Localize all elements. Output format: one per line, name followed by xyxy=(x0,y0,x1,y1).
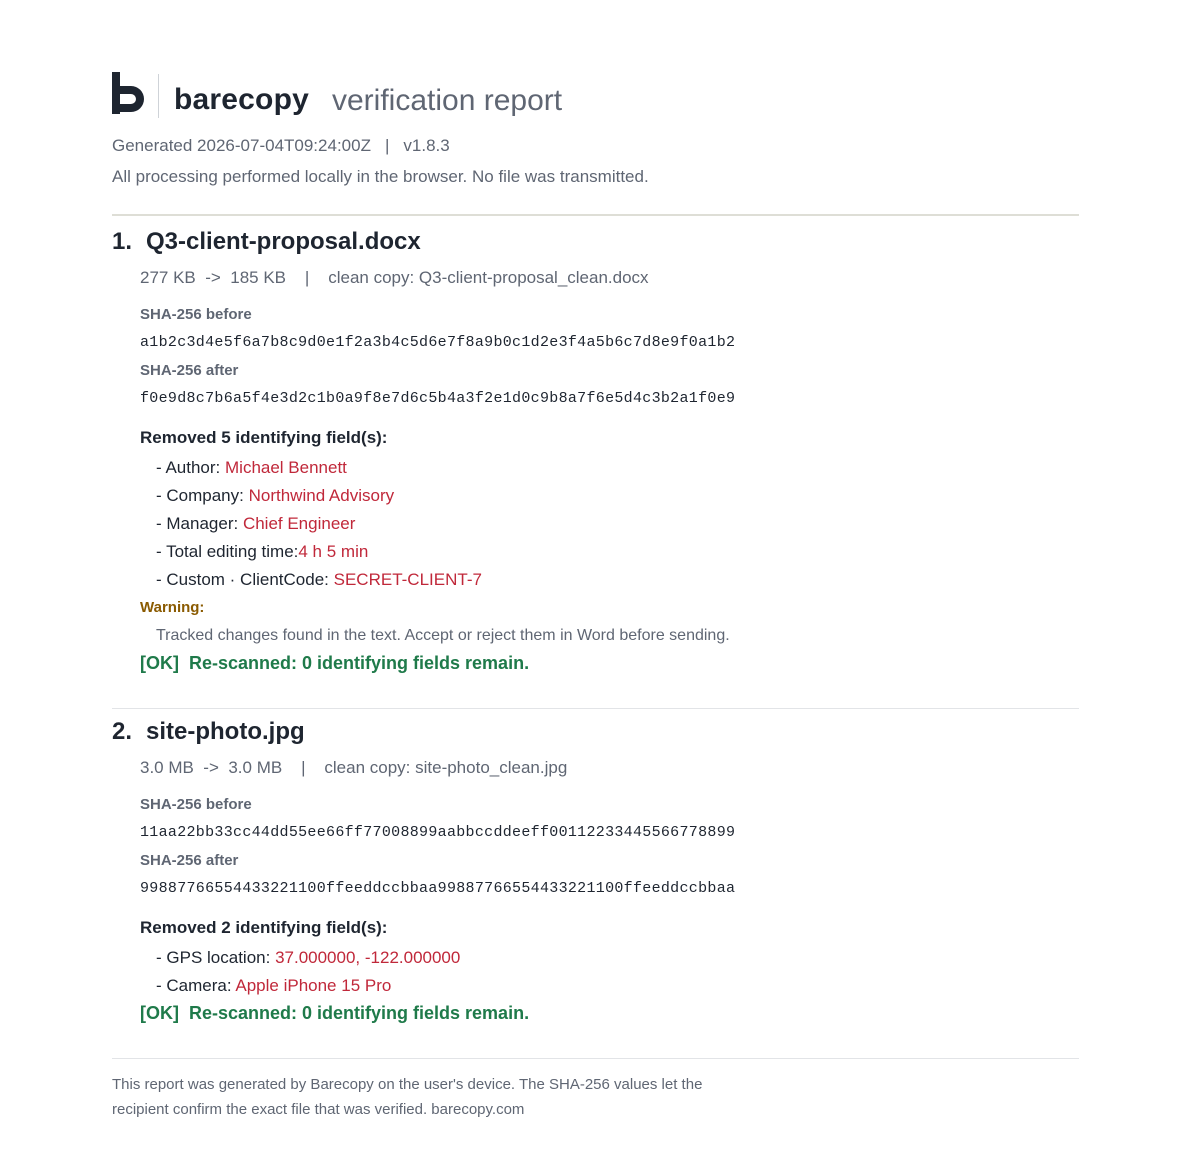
field-label: - GPS location: xyxy=(156,948,271,967)
sha-before-value: a1b2c3d4e5f6a7b8c9d0e1f2a3b4c5d6e7f8a9b0c1d2e3f4a5b6c7d8e9f0a1b2 xyxy=(140,334,736,351)
sha-after-value: 99887766554433221100ffeeddccbbaa99887766554433221100ffeeddccbbaa xyxy=(140,880,736,897)
file-size-summary: 277 KB -> 185 KB | clean copy: Q3-client-proposal_clean.docx xyxy=(140,268,649,287)
file-number: 1. xyxy=(112,228,133,255)
report-footer: This report was generated by Barecopy on the user's device. The SHA-256 values let the recipient confirm the exact file that was verified. barecopy.com xyxy=(112,1076,703,1118)
field-value: SECRET-CLIENT-7 xyxy=(333,570,482,589)
generated-line xyxy=(112,136,450,156)
field-value: Northwind Advisory xyxy=(248,486,395,505)
section-divider xyxy=(112,708,1079,709)
file-name: Q3-client-proposal.docx xyxy=(146,228,421,255)
field-label: - Total editing time: xyxy=(156,542,299,561)
removed-field-item xyxy=(156,514,355,534)
sha-after-label: SHA-256 after xyxy=(140,362,239,379)
file-title xyxy=(112,228,421,256)
field-value: Chief Engineer xyxy=(242,514,356,533)
removed-field-item xyxy=(156,948,460,968)
field-value: Michael Bennett xyxy=(225,458,347,477)
field-label: - Manager: xyxy=(156,514,239,533)
file-number: 2. xyxy=(112,718,133,745)
header-divider xyxy=(112,214,1079,216)
sha-after-label: SHA-256 after xyxy=(140,852,239,869)
warning-text: Tracked changes found in the text. Accept or reject them in Word before sending. xyxy=(156,627,730,644)
brand-name: barecopy xyxy=(174,83,309,116)
field-label: - Author: xyxy=(156,458,221,477)
meta-separator: | xyxy=(384,136,390,155)
removed-field-item xyxy=(156,458,347,478)
sha-before-label: SHA-256 before xyxy=(140,796,252,813)
sha-after-value: f0e9d8c7b6a5f4e3d2c1b0a9f8e7d6c5b4a3f2e1d0c9b8a7f6e5d4c3b2a1f0e9 xyxy=(140,390,736,407)
logo-divider xyxy=(158,74,159,118)
removed-field-item xyxy=(156,542,368,562)
field-label: - Camera: xyxy=(156,976,232,995)
removed-field-item xyxy=(156,570,482,590)
file-size-summary: 3.0 MB -> 3.0 MB | clean copy: site-photo_clean.jpg xyxy=(140,758,568,777)
version-label: v1.8.3 xyxy=(403,136,450,155)
field-label: - Company: xyxy=(156,486,244,505)
field-value: 37.000000, -122.000000 xyxy=(275,948,461,967)
generated-timestamp: Generated 2026-07-04T09:24:00Z xyxy=(112,136,371,155)
file-title xyxy=(112,718,305,746)
report-title: verification report xyxy=(332,84,563,117)
field-value: 4 h 5 min xyxy=(298,542,369,561)
sha-before-value: 11aa22bb33cc44dd55ee66ff77008899aabbccddeeff00112233445566778899 xyxy=(140,824,736,841)
barecopy-b-logo-icon xyxy=(112,72,146,114)
footer-divider xyxy=(112,1058,1079,1059)
removed-fields-heading: Removed 2 identifying field(s): xyxy=(140,918,388,937)
file-name: site-photo.jpg xyxy=(146,718,305,745)
field-value: Apple iPhone 15 Pro xyxy=(235,976,392,995)
removed-fields-heading: Removed 5 identifying field(s): xyxy=(140,428,388,447)
removed-field-item xyxy=(156,486,394,506)
removed-field-item xyxy=(156,976,391,996)
warning-label: Warning: xyxy=(140,599,205,616)
sha-before-label: SHA-256 before xyxy=(140,306,252,323)
report-header xyxy=(112,70,1079,120)
local-processing-notice: All processing performed locally in the browser. No file was transmitted. xyxy=(112,167,649,186)
field-label: - Custom · ClientCode: xyxy=(156,570,329,589)
rescan-ok-status: [OK] Re-scanned: 0 identifying fields remain. xyxy=(140,653,530,673)
rescan-ok-status: [OK] Re-scanned: 0 identifying fields remain. xyxy=(140,1003,530,1023)
